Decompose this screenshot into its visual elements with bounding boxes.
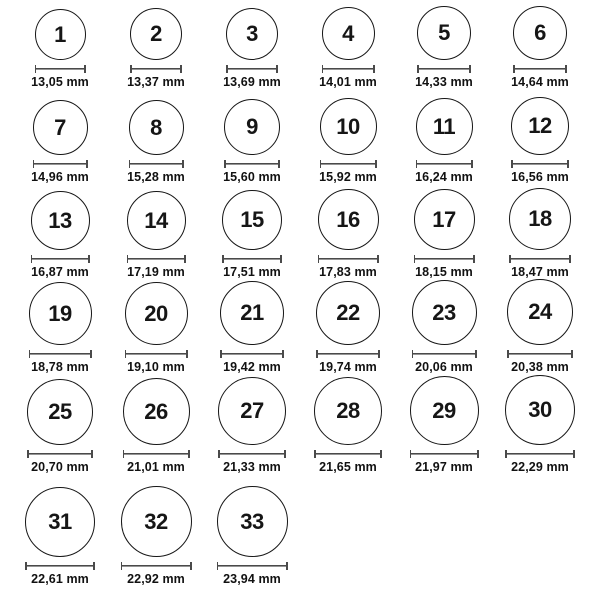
ring-size-item [300, 94, 396, 189]
diameter-line [123, 450, 190, 458]
ring-size-item [108, 94, 204, 189]
diameter-line [509, 255, 571, 263]
diameter-label: 20,70 mm [31, 460, 89, 475]
ring-circle [121, 486, 192, 557]
diameter-line [125, 350, 188, 358]
ring-circle [220, 281, 284, 345]
diameter-label: 18,15 mm [415, 265, 473, 280]
diameter-label: 21,01 mm [127, 460, 185, 475]
ring-size-number: 5 [438, 20, 450, 46]
ring-size-number: 30 [528, 397, 552, 423]
ring-size-number: 11 [432, 113, 456, 139]
ring-size-number: 12 [528, 113, 552, 139]
ring-size-number: 8 [150, 114, 162, 140]
diameter-line [121, 562, 192, 570]
diameter-label: 14,96 mm [31, 170, 89, 185]
ring-size-number: 20 [144, 300, 168, 326]
diameter-line [322, 65, 375, 73]
ring-circle [222, 190, 282, 250]
diameter-line [412, 350, 477, 358]
diameter-label: 15,60 mm [223, 170, 281, 185]
ring-circle [416, 98, 473, 155]
ring-size-number: 22 [336, 300, 360, 326]
diameter-label: 16,87 mm [31, 265, 89, 280]
ring-size-number: 3 [246, 21, 258, 47]
ring-size-item [204, 479, 300, 591]
diameter-line [220, 350, 284, 358]
ring-size-number: 32 [144, 508, 168, 534]
ring-size-item [300, 379, 396, 479]
ring-size-item [300, 189, 396, 284]
ring-size-item [12, 94, 108, 189]
ring-circle [505, 375, 575, 445]
diameter-label: 14,64 mm [511, 75, 569, 90]
ring-size-item [12, 379, 108, 479]
ring-size-item [12, 284, 108, 379]
diameter-label: 22,61 mm [31, 572, 89, 587]
ring-size-number: 15 [240, 207, 264, 233]
ring-circle [226, 8, 278, 60]
diameter-label: 20,06 mm [415, 360, 473, 375]
diameter-label: 19,42 mm [223, 360, 281, 375]
diameter-label: 18,47 mm [511, 265, 569, 280]
ring-size-item [108, 479, 204, 591]
ring-size-number: 4 [342, 20, 354, 46]
diameter-label: 18,78 mm [31, 360, 89, 375]
ring-circle [412, 280, 477, 345]
diameter-line [410, 450, 479, 458]
ring-circle [320, 98, 377, 155]
ring-size-number: 19 [48, 300, 72, 326]
ring-size-item [12, 189, 108, 284]
ring-size-number: 25 [48, 399, 72, 425]
diameter-line [414, 255, 475, 263]
ring-size-item [204, 94, 300, 189]
ring-circle [314, 377, 382, 445]
ring-circle [130, 8, 182, 60]
ring-circle [318, 189, 379, 250]
diameter-line [314, 450, 382, 458]
ring-size-number: 17 [432, 206, 456, 232]
ring-size-number: 14 [144, 207, 168, 233]
diameter-label: 22,29 mm [511, 460, 569, 475]
ring-size-item [204, 379, 300, 479]
ring-size-item [492, 94, 588, 189]
diameter-line [127, 255, 186, 263]
ring-size-number: 24 [528, 299, 552, 325]
ring-circle [417, 6, 471, 60]
ring-circle [414, 189, 475, 250]
ring-circle [29, 282, 92, 345]
ring-size-number: 21 [240, 300, 264, 326]
diameter-line [25, 562, 95, 570]
ring-circle [217, 486, 288, 557]
ring-circle [127, 191, 186, 250]
ring-size-number: 13 [48, 207, 72, 233]
ring-circle [27, 379, 93, 445]
ring-size-item [108, 379, 204, 479]
ring-size-item [396, 189, 492, 284]
ring-circle [33, 100, 88, 155]
diameter-label: 21,33 mm [223, 460, 281, 475]
diameter-line [224, 160, 280, 168]
ring-size-number: 33 [240, 508, 264, 534]
ring-circle [322, 7, 375, 60]
ring-size-number: 23 [432, 299, 456, 325]
ring-size-number: 10 [336, 113, 360, 139]
ring-size-number: 1 [54, 21, 66, 47]
ring-size-number: 29 [432, 397, 456, 423]
ring-size-number: 9 [246, 114, 258, 140]
diameter-label: 17,19 mm [127, 265, 185, 280]
ring-size-number: 16 [336, 206, 360, 232]
diameter-line [35, 65, 86, 73]
ring-circle [507, 279, 573, 345]
diameter-line [507, 350, 573, 358]
ring-circle [511, 97, 569, 155]
diameter-label: 19,74 mm [319, 360, 377, 375]
ring-circle [125, 282, 188, 345]
diameter-line [130, 65, 182, 73]
diameter-label: 21,97 mm [415, 460, 473, 475]
diameter-label: 21,65 mm [319, 460, 377, 475]
ring-circle [35, 9, 86, 60]
ring-size-item [12, 479, 108, 591]
ring-size-item [396, 6, 492, 94]
ring-size-item [300, 6, 396, 94]
ring-size-number: 6 [534, 20, 546, 46]
ring-circle [224, 99, 280, 155]
diameter-label: 13,37 mm [127, 75, 185, 90]
diameter-line [511, 160, 569, 168]
ring-circle [509, 188, 571, 250]
ring-size-number: 27 [240, 398, 264, 424]
diameter-label: 15,28 mm [127, 170, 185, 185]
ring-circle [218, 377, 286, 445]
diameter-label: 17,83 mm [319, 265, 377, 280]
ring-size-item [492, 6, 588, 94]
diameter-label: 17,51 mm [223, 265, 281, 280]
diameter-line [29, 350, 92, 358]
diameter-line [27, 450, 93, 458]
ring-circle [513, 6, 567, 60]
diameter-label: 23,94 mm [223, 572, 281, 587]
ring-size-item [492, 284, 588, 379]
ring-circle [123, 378, 190, 445]
diameter-label: 20,38 mm [511, 360, 569, 375]
diameter-line [416, 160, 473, 168]
ring-size-item [492, 189, 588, 284]
diameter-line [217, 562, 288, 570]
diameter-line [31, 255, 90, 263]
diameter-line [513, 65, 567, 73]
diameter-line [417, 65, 471, 73]
ring-size-item [108, 189, 204, 284]
diameter-line [222, 255, 282, 263]
ring-size-number: 2 [150, 21, 162, 47]
diameter-label: 16,24 mm [415, 170, 473, 185]
ring-size-item [396, 94, 492, 189]
ring-size-item [492, 379, 588, 479]
diameter-label: 14,01 mm [319, 75, 377, 90]
ring-size-item [396, 379, 492, 479]
ring-size-number: 26 [144, 398, 168, 424]
ring-size-number: 7 [54, 114, 66, 140]
ring-size-item [108, 284, 204, 379]
ring-size-number: 28 [336, 398, 360, 424]
diameter-line [129, 160, 184, 168]
diameter-line [320, 160, 377, 168]
diameter-line [318, 255, 379, 263]
ring-circle [129, 100, 184, 155]
diameter-label: 13,69 mm [223, 75, 281, 90]
diameter-line [33, 160, 88, 168]
diameter-label: 14,33 mm [415, 75, 473, 90]
ring-circle [25, 487, 95, 557]
ring-size-item [300, 284, 396, 379]
diameter-line [505, 450, 575, 458]
diameter-label: 15,92 mm [319, 170, 377, 185]
ring-circle [316, 281, 380, 345]
diameter-label: 22,92 mm [127, 572, 185, 587]
ring-size-number: 31 [48, 509, 72, 535]
ring-size-item [204, 189, 300, 284]
diameter-line [218, 450, 286, 458]
ring-size-item [12, 6, 108, 94]
ring-circle [31, 191, 90, 250]
ring-size-item [108, 6, 204, 94]
ring-circle [410, 376, 479, 445]
diameter-label: 16,56 mm [511, 170, 569, 185]
ring-size-item [204, 6, 300, 94]
diameter-line [226, 65, 278, 73]
diameter-label: 19,10 mm [127, 360, 185, 375]
ring-size-item [396, 284, 492, 379]
diameter-label: 13,05 mm [31, 75, 89, 90]
ring-size-number: 18 [528, 206, 552, 232]
ring-size-item [204, 284, 300, 379]
diameter-line [316, 350, 380, 358]
